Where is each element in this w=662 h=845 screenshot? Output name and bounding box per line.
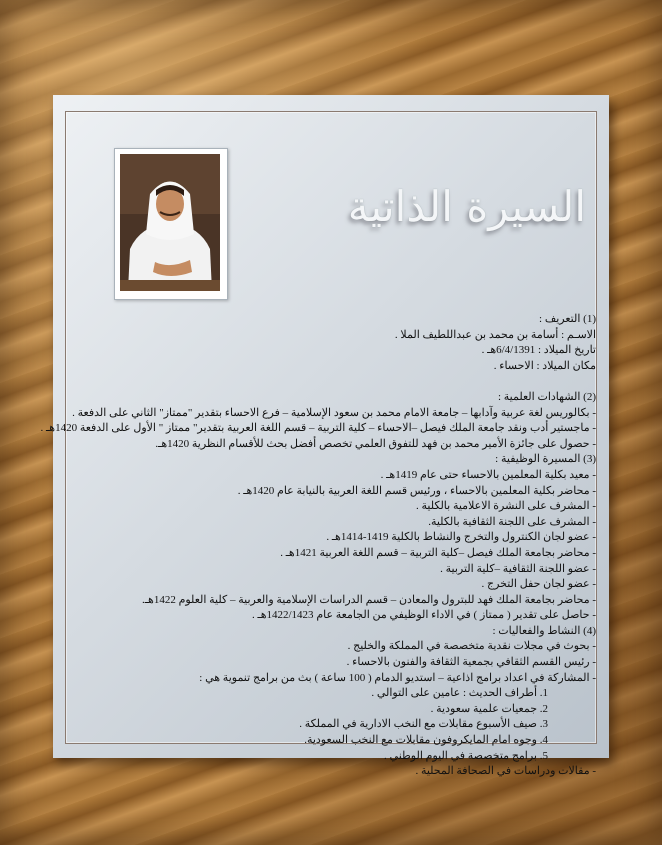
list-item: - ماجستير أدب ونقد جامعة الملك فيصل –الاحساء – كلية التربية – قسم اللغة العربية بتقدير" ممتاز " الأول على الدفعة 1420هـ .	[40, 422, 596, 435]
list-item: - المشاركة في اعداد برامج اذاعية – استديو الدمام ( 100 ساعة ) بث من برامج تنموية هي :	[199, 671, 596, 684]
spacer	[106, 374, 596, 390]
list-item: مكان الميلاد : الاحساء .	[493, 359, 596, 372]
profile-photo	[120, 154, 220, 291]
list-item: - المشرف على النشرة الاعلامية بالكلية .	[416, 500, 596, 513]
list-item: - المشرف على اللجنة الثقافية بالكلية.	[428, 515, 596, 528]
list-item: - بكالوريس لغة عربية وآدابها – جامعة الامام محمد بن سعود الإسلامية – فرع الاحساء بتقدير "ممتاز" الثاني على الدفعة .	[72, 406, 596, 419]
list-item: تاريخ الميلاد : 6/4/1391هـ .	[481, 344, 596, 357]
list-item: - مقالات ودراسات في الصحافة المحلية .	[415, 765, 596, 778]
list-item: - محاضر بكلية المعلمين بالاحساء ، ورئيس قسم اللغة العربية بالنيابة عام 1420هـ .	[237, 484, 596, 497]
list-item: - بحوث في مجلات نقدية متخصصة في المملكة والخليج .	[347, 640, 596, 653]
program-item: 4. وجوه امام المايكروفون مقابلات مع النخب السعودية.	[304, 734, 548, 747]
list-item: الاسـم : أسامة بن محمد بن عبداللطيف الملا .	[394, 328, 596, 341]
cv-content	[40, 312, 596, 780]
list-item: - محاضر بجامعة الملك فيصل –كلية التربية – قسم اللغة العربية 1421هـ .	[280, 546, 596, 559]
program-item: 1. أطراف الحديث : عامين على التوالي .	[371, 687, 548, 700]
section-heading-activities: (4) النشاط والفعاليات :	[492, 624, 596, 637]
list-item: - عضو اللجنة الثقافية –كلية التربية .	[440, 562, 596, 575]
list-item: - رئيس القسم الثقافي بجمعية الثقافة والفنون بالاحساء .	[346, 656, 596, 669]
list-item: - معيد بكلية المعلمين بالاحساء حتى عام 1419هـ .	[380, 468, 596, 481]
section-heading-career: (3) المسيرة الوظيفية :	[495, 453, 596, 466]
program-item: 3. صيف الأسبوع مقابلات مع النخب الادارية في المملكة .	[299, 718, 548, 731]
person-portrait-icon	[120, 154, 220, 291]
list-item: - عضو لجان حفل التخرج .	[481, 578, 596, 591]
list-item: - حاصل على تقدير ( ممتاز ) في الاداء الوظيفي من الجامعة عام 1422/1423هـ .	[251, 609, 596, 622]
section-heading-degrees: (2) الشهادات العلمية :	[497, 390, 596, 403]
profile-photo-frame	[114, 148, 228, 300]
cv-card	[40, 95, 609, 778]
card-border	[40, 111, 597, 778]
program-item: 2. جمعيات علمية سعودية .	[430, 702, 548, 715]
program-item: 5. برامج متخصصة في اليوم الوطني .	[384, 749, 548, 762]
list-item: - محاضر بجامعة الملك فهد للبترول والمعادن – قسم الدراسات الإسلامية والعربية – كلية العلوم 1422هـ.	[142, 593, 596, 606]
page-title: السيرة الذاتية	[347, 182, 586, 231]
list-item: - حصول على جائزة الأمير محمد بن فهد للتفوق العلمي تخصص أفضل بحث للأقسام النظرية 1420هـ.	[155, 437, 596, 450]
section-heading-identity: (1) التعريف :	[539, 313, 596, 325]
list-item: - عضو لجان الكنترول والتخرج والنشاط بالكلية 1419-1414هـ .	[326, 531, 596, 544]
